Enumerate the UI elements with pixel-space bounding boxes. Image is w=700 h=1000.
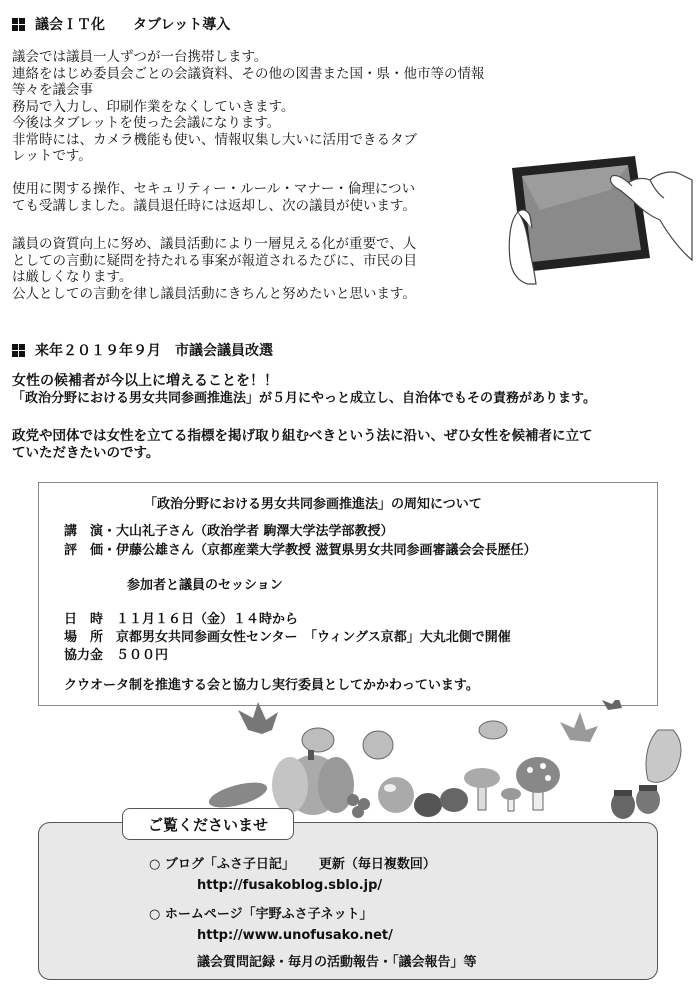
pumpkin-icon [272,750,354,815]
apple-icon [378,777,414,813]
section1-heading [12,14,230,34]
event-date: 日 時 １１月１６日（金）１４時から [64,612,299,627]
event-lecture: 講 演・大山礼子さん（政治学者 駒澤大学法学部教授） [64,524,394,539]
section2-lead: 女性の候補者が今以上に増えることを！！ [12,373,278,389]
big-leaf-icon [302,721,507,759]
chestnut-icon [414,788,468,817]
event-place: 場 所 京都男女共同参画女性センター 「ウィングス京都」大丸北側で開催 [64,630,511,645]
tablet-icon [512,156,650,272]
square-grid-icon [12,18,25,31]
autumn-harvest-illustration [178,700,690,825]
blog-url-link[interactable]: http://fusakoblog.sblo.jp/ [197,878,383,893]
event-review: 評 価・伊藤公雄さん（京都産業大学教授 滋賀県男女共同参画審議会会長歴任） [64,543,537,558]
homepage-description: 議会質問記録・毎月の活動報告・「議会報告」等 [197,955,477,970]
mushroom-icon [464,757,560,811]
footer-tab-label [122,808,294,840]
event-session: 参加者と議員のセッション [127,578,283,593]
homepage-line: ○ ホームページ「宇野ふさ子ネット」 [149,907,373,922]
footer-box [38,822,658,980]
section1-para3: 議員の資質向上に努め、議員活動により一層見える化が重要で、人 としての言動に疑問を持たれる事案が報道されるたびに、市民の目 は厳しくなります。 公人としての言動を律し議員活動にきちんと努めたいと思います。 [12,236,417,302]
section2-heading-text: 来年２０１９年９月 市議会議員改選 [35,343,273,359]
homepage-url-link[interactable]: http://www.unofusako.net/ [197,928,393,943]
section1-heading-text: 議会ＩＴ化 タブレット導入 [35,17,231,33]
event-box [38,482,658,706]
blog-line: ○ ブログ「ふさ子日記」 更新（毎日複数回） [149,857,436,872]
event-title: 「政治分野における男女共同参画推進法」の周知について [144,497,482,512]
event-note: クウオータ制を推進する会と協力し実行委員としてかかわっています。 [64,678,479,693]
section1-para1: 議会では議員一人ずつが一台携帯します。 連絡をはじめ委員会ごとの会議資料、その他の図書また国・県・他市等の情報等々を議会事 務局で入力し、印刷作業をなくしていきます。 今後はタブレットを使った会議になります。 非常時には、カメラ機能も使い、情報収集し大いに活用できるタブ レットです。 [12,49,485,164]
grapes-icon [347,794,370,818]
oak-leaf-icon [646,730,681,782]
section2-para2: 政党や団体では女性を立てる指標を掲げ取り組むべきという法に沿い、ぜひ女性を候補者に立て ていただきたいのです。 [12,428,593,461]
section2-heading [12,340,273,360]
footer-tab-text: ご覧くださいませ [147,815,268,834]
acorn-icon [611,785,660,819]
tablet-hands-illustration [500,150,695,285]
section2-para1: 「政治分野における男女共同参画推進法」が５月にやっと成立し、自治体でもその責務があります。 [12,391,596,406]
event-fee: 協力金 ５００円 [64,648,169,663]
square-grid-icon [12,344,25,357]
section1-para2: 使用に関する操作、セキュリティー・ルール・マナー・倫理につい ても受講しました。議員退任時には返却し、次の議員が使います。 [12,181,416,214]
leaf-icon [238,700,622,742]
